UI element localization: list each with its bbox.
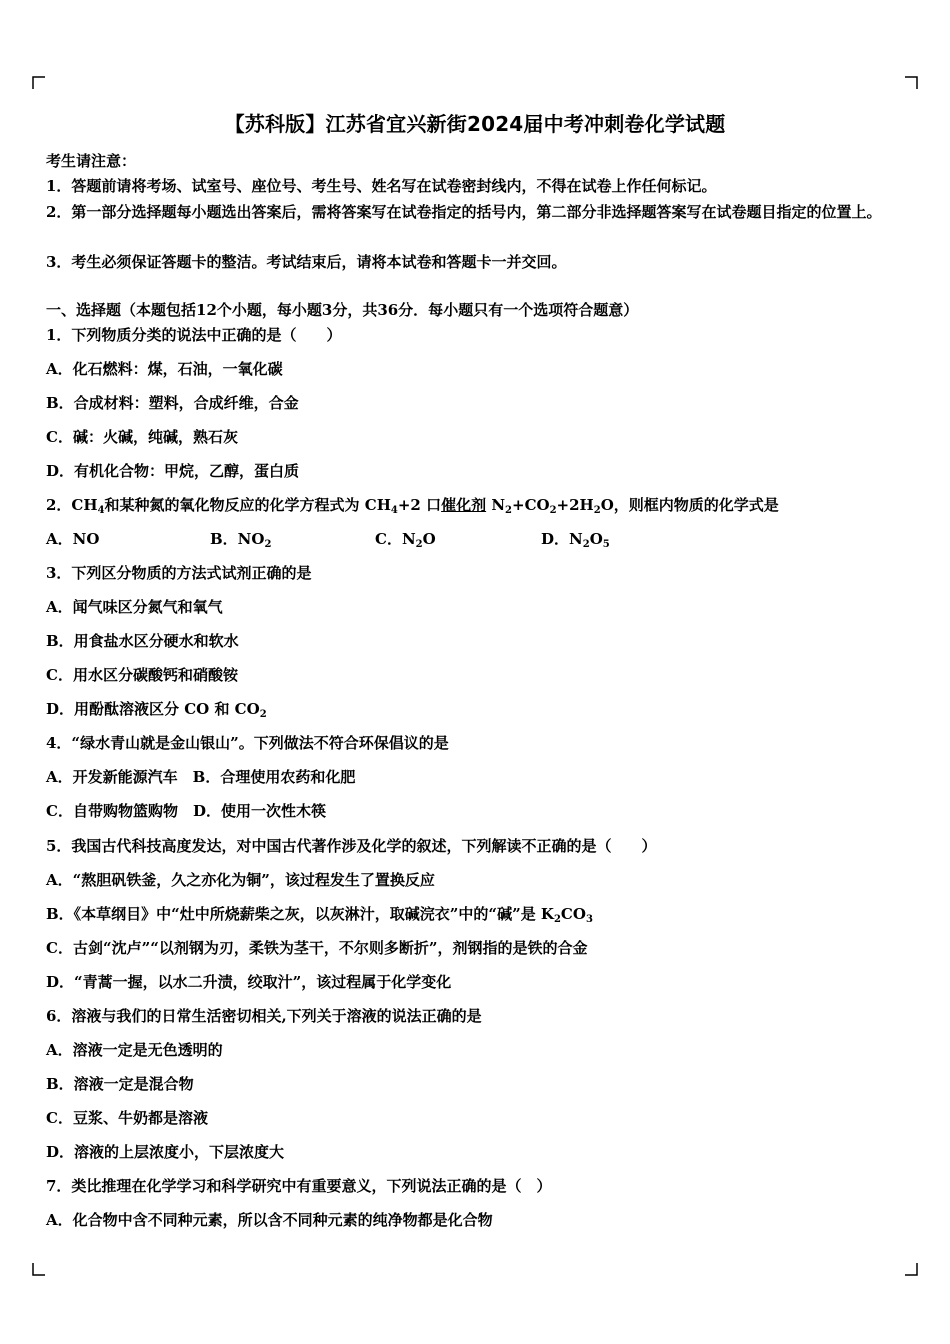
q2-text: 2．CH: [46, 496, 98, 514]
question-7-option-a: A．化合物中含不同种元素，所以含不同种元素的纯净物都是化合物: [46, 1211, 493, 1229]
question-4-options-row-1: A．开发新能源汽车 B．合理使用农药和化肥: [46, 768, 356, 786]
q3-d-text: D．用酚酞溶液区分 CO 和 CO: [46, 700, 260, 718]
q2-b-text: B．NO: [210, 530, 265, 548]
question-3-option-a: A．闻气味区分氮气和氧气: [46, 598, 223, 616]
q5-b-text: B．《本草纲目》中“灶中所烧薪柴之灰，以灰淋汁，取碱浣衣”中的“碱”是 K: [46, 905, 554, 923]
question-2-option-c: [375, 529, 436, 549]
q2-sub: 2: [549, 505, 557, 516]
crop-mark-bottom-left-icon: [32, 1262, 46, 1276]
section-heading: 一、选择题（本题包括12个小题，每小题3分，共36分．每小题只有一个选项符合题意）: [46, 301, 639, 319]
catalyst-label: 催化剂: [441, 496, 487, 514]
question-1-stem: 1．下列物质分类的说法中正确的是（ ）: [46, 326, 342, 344]
question-5-option-a: A．“熬胆矾铁釜，久之亦化为铜”，该过程发生了置换反应: [46, 871, 435, 889]
exam-title: 【苏科版】江苏省宜兴新街2024届中考冲刺卷化学试题: [224, 112, 726, 136]
question-7-stem: 7．类比推理在化学学习和科学研究中有重要意义，下列说法正确的是（ ）: [46, 1177, 552, 1195]
q2-d-text: O: [589, 530, 603, 548]
question-2-option-b: [210, 529, 271, 549]
question-4-stem: 4．“绿水青山就是金山银山”。下列做法不符合环保倡议的是: [46, 734, 449, 752]
q2-sub: 2: [593, 505, 601, 516]
question-2-stem: [46, 495, 779, 515]
question-2-option-a: A．NO: [46, 530, 100, 548]
q2-text: O，则框内物质的化学式是: [600, 496, 779, 514]
question-3-option-b: B．用食盐水区分硬水和软水: [46, 632, 239, 650]
q3-d-sub: 2: [259, 709, 267, 720]
q2-text: +CO: [512, 496, 550, 514]
q2-text: 和某种氮的氧化物反应的化学方程式为 CH: [104, 496, 391, 514]
question-1-option-c: C．碱：火碱，纯碱，熟石灰: [46, 428, 238, 446]
q2-c-text: O: [422, 530, 436, 548]
notice-item-3: 3．考生必须保证答题卡的整洁。考试结束后，请将本试卷和答题卡一并交回。: [46, 253, 567, 271]
question-1-option-a: A．化石燃料：煤，石油，一氧化碳: [46, 360, 283, 378]
notice-item-2: 2．第一部分选择题每小题选出答案后，需将答案写在试卷指定的括号内，第二部分非选择题答案写在试卷题目指定的位置上。: [46, 203, 882, 221]
q5-b-text: CO: [560, 905, 586, 923]
question-4-options-row-2: C．自带购物篮购物 D．使用一次性木筷: [46, 802, 326, 820]
q2-b-sub: 2: [264, 539, 272, 550]
question-5-option-d: D．“青蒿一握，以水二升渍，绞取汁”，该过程属于化学变化: [46, 973, 452, 991]
question-6-option-a: A．溶液一定是无色透明的: [46, 1041, 223, 1059]
crop-mark-top-right-icon: [904, 76, 918, 90]
question-6-option-b: B．溶液一定是混合物: [46, 1075, 194, 1093]
crop-mark-top-left-icon: [32, 76, 46, 90]
q2-d-sub: 5: [602, 539, 610, 550]
q2-c-text: C．N: [375, 530, 416, 548]
q2-sub: 2: [505, 505, 512, 516]
question-5-stem: 5．我国古代科技高度发达，对中国古代著作涉及化学的叙述，下列解读不正确的是（ ）: [46, 837, 657, 855]
question-2-option-d: [541, 529, 610, 549]
q2-d-text: D．N: [541, 530, 583, 548]
q2-text: +2 口: [397, 496, 442, 514]
question-6-option-d: D．溶液的上层浓度小，下层浓度大: [46, 1143, 285, 1161]
question-5-option-b: [46, 904, 593, 924]
q5-b-sub: 2: [553, 914, 561, 925]
q2-d-sub: 2: [582, 539, 590, 550]
q2-sub: 4: [97, 505, 105, 516]
notice-heading: 考生请注意：: [46, 152, 137, 170]
question-3-stem: 3．下列区分物质的方法式试剂正确的是: [46, 564, 312, 582]
question-1-option-d: D．有机化合物：甲烷，乙醇，蛋白质: [46, 462, 300, 480]
question-3-option-c: C．用水区分碳酸钙和硝酸铵: [46, 666, 238, 684]
question-6-stem: 6．溶液与我们的日常生活密切相关,下列关于溶液的说法正确的是: [46, 1007, 482, 1025]
question-3-option-d: [46, 699, 267, 719]
q2-text: N: [486, 496, 506, 514]
question-5-option-c: C．古剑“沈卢”“以剂钢为刃，柔铁为茎干，不尔则多断折”，剂钢指的是铁的合金: [46, 939, 588, 957]
q2-c-sub: 2: [415, 539, 423, 550]
question-6-option-c: C．豆浆、牛奶都是溶液: [46, 1109, 208, 1127]
q2-sub: 4: [390, 505, 398, 516]
q5-b-sub: 3: [585, 914, 593, 925]
q2-text: +2H: [556, 496, 594, 514]
notice-item-1: 1．答题前请将考场、试室号、座位号、考生号、姓名写在试卷密封线内，不得在试卷上作任何标记。: [46, 177, 717, 195]
crop-mark-bottom-right-icon: [904, 1262, 918, 1276]
question-1-option-b: B．合成材料：塑料，合成纤维，合金: [46, 394, 299, 412]
